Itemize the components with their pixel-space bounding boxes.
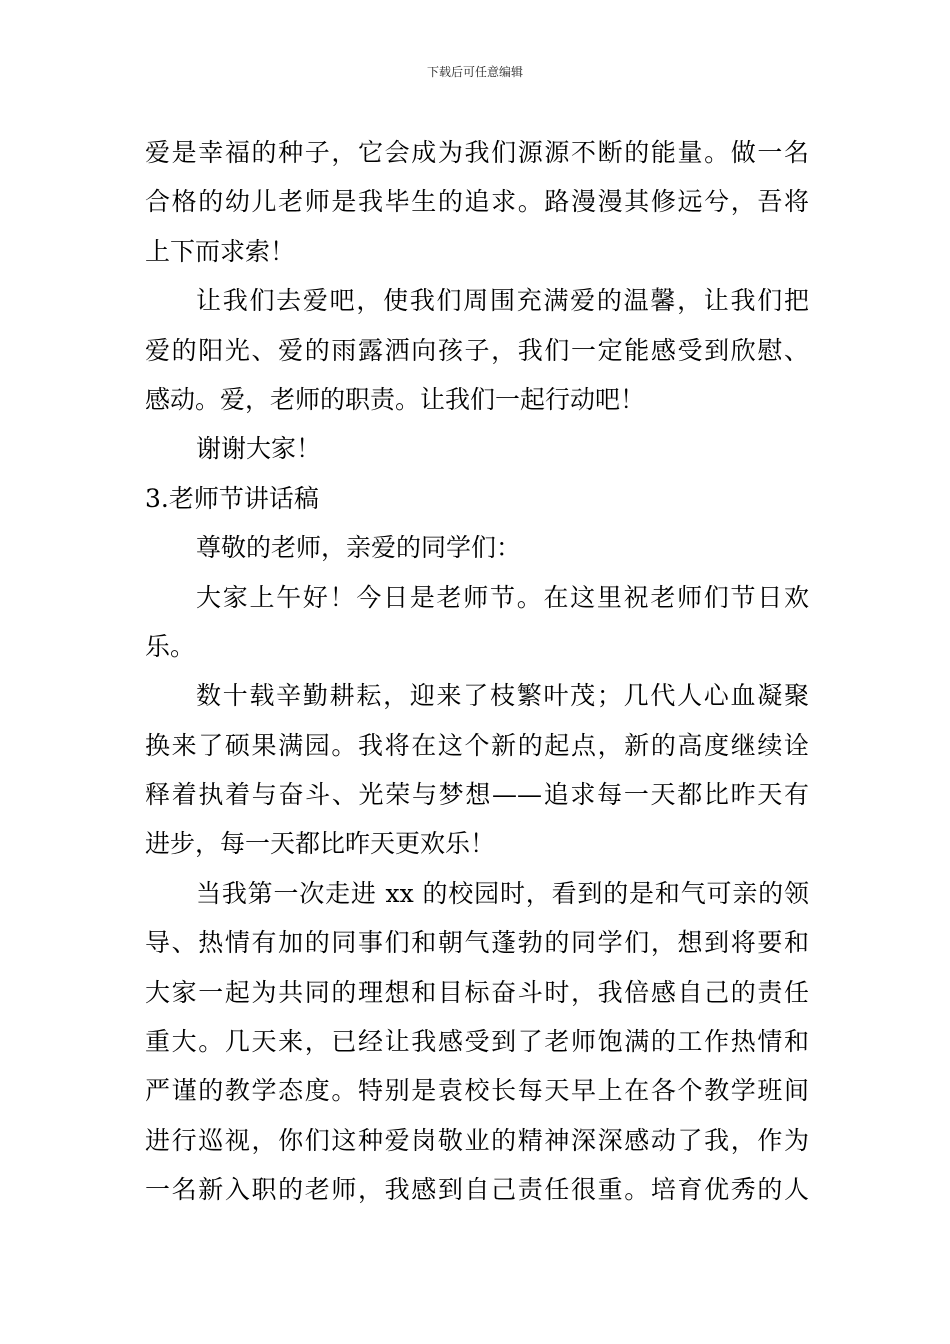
text-line: 数十载辛勤耕耘，迎来了枝繁叶茂；几代人心血凝聚 — [196, 681, 809, 711]
text-line: 大家上午好！今日是老师节。在这里祝老师们节日欢 — [196, 582, 809, 612]
text-line: 乐。 — [145, 631, 196, 661]
text-line: 爱是幸福的种子，它会成为我们源源不断的能量。做一名 — [145, 138, 809, 167]
text-line: 谢谢大家！ — [196, 434, 322, 464]
text-line: 换来了硕果满园。我将在这个新的起点，新的高度继续诠 — [145, 730, 809, 760]
text-line: 大家一起为共同的理想和目标奋斗时，我倍感自己的责任 — [145, 977, 809, 1007]
text-line: 严谨的教学态度。特别是袁校长每天早上在各个教学班间 — [145, 1076, 809, 1106]
text-line: 进行巡视，你们这种爱岗敬业的精神深深感动了我，作为 — [145, 1125, 809, 1155]
text-line: 进步，每一天都比昨天更欢乐！ — [145, 829, 496, 859]
text-line: 尊敬的老师，亲爱的同学们： — [196, 533, 522, 563]
section-heading: 3.老师节讲话稿 — [145, 483, 319, 513]
text-line: 重大。几天来，已经让我感受到了老师饱满的工作热情和 — [145, 1027, 809, 1057]
text-line: 上下而求索！ — [145, 236, 296, 266]
text-line: 感动。爱，老师的职责。让我们一起行动吧！ — [145, 384, 646, 414]
page-header: 下载后可任意编辑 — [426, 65, 523, 79]
text-line: 释着执着与奋斗、光荣与梦想——追求每一天都比昨天有 — [145, 780, 809, 810]
text-line: 爱的阳光、爱的雨露洒向孩子，我们一定能感受到欣慰、 — [145, 335, 809, 365]
text-line: 合格的幼儿老师是我毕生的追求。路漫漫其修远兮，吾将 — [145, 187, 809, 217]
text-line: 导、热情有加的同事们和朝气蓬勃的同学们，想到将要和 — [145, 928, 809, 958]
text-line: 当我第一次走进 xx 的校园时，看到的是和气可亲的领 — [196, 878, 809, 908]
text-line: 一名新入职的老师，我感到自己责任很重。培育优秀的人 — [145, 1175, 809, 1205]
text-line: 让我们去爱吧，使我们周围充满爱的温馨，让我们把 — [196, 286, 809, 316]
document-body — [145, 128, 809, 1215]
